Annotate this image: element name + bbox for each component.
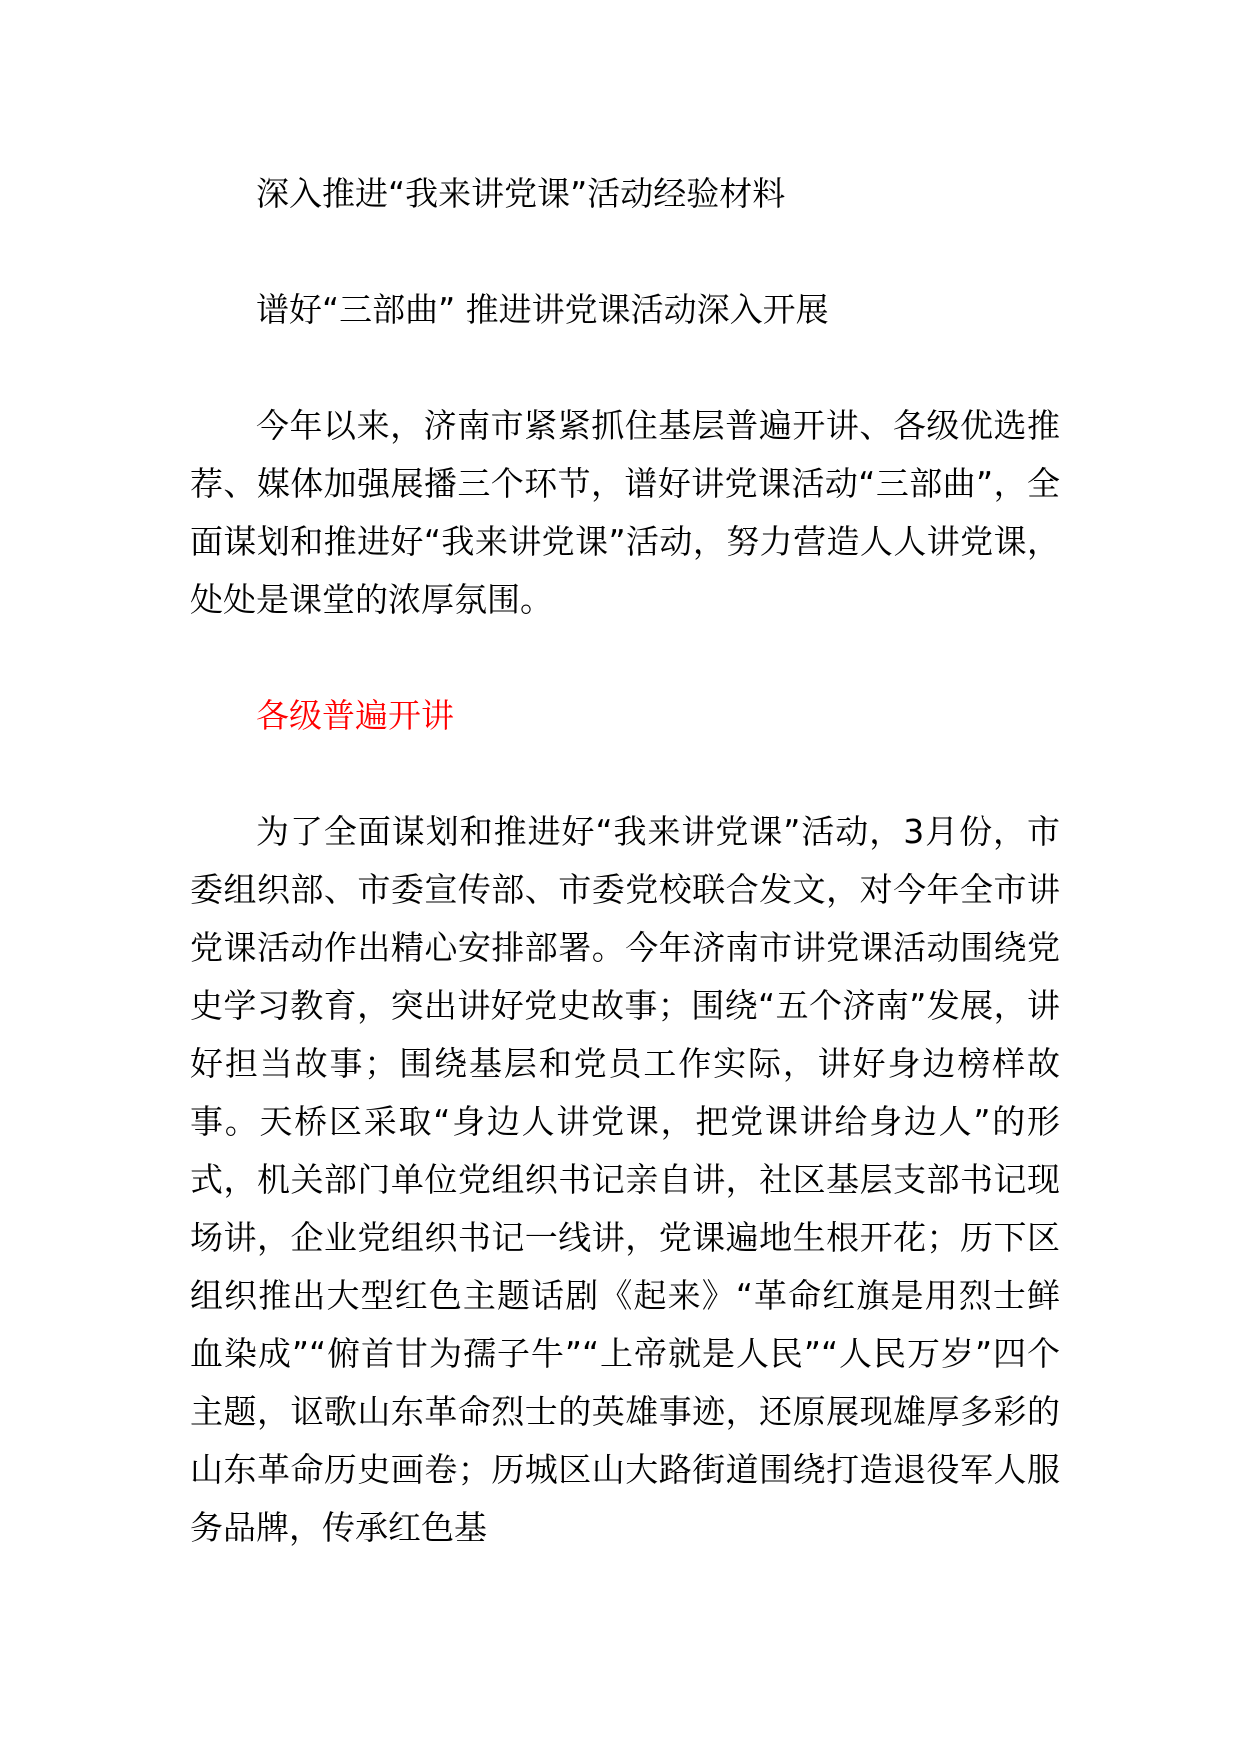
document-body	[190, 165, 1060, 1557]
document-subtitle: 谱好“三部曲” 推进讲党课活动深入开展	[256, 290, 829, 329]
document-title: 深入推进“我来讲党课”活动经验材料	[256, 174, 786, 213]
section-heading: 各级普遍开讲	[256, 696, 454, 735]
section-paragraph: 为了全面谋划和推进好“我来讲党课”活动，3月份，市委组织部、市委宣传部、市委党校联合发文，对今年全市讲党课活动作出精心安排部署。今年济南市讲党课活动围绕党史学习教育，突出讲好党史故事；围绕“五个济南”发展，讲好担当故事；围绕基层和党员工作实际，讲好身边榜样故事。天桥区采取“身边人讲党课，把党课讲给身边人”的形式，机关部门单位党组织书记亲自讲，社区基层支部书记现场讲，企业党组织书记一线讲，党课遍地生根开花；历下区组织推出大型红色主题话剧《起来》“革命红旗是用烈士鲜血染成”“俯首甘为孺子牛”“上帝就是人民”“人民万岁”四个主题，讴歌山东革命烈士的英雄事迹，还原展现雄厚多彩的山东革命历史画卷；历城区山大路街道围绕打造退役军人服务品牌，传承红色基	[190, 812, 1060, 1547]
intro-paragraph: 今年以来，济南市紧紧抓住基层普遍开讲、各级优选推荐、媒体加强展播三个环节，谱好讲党课活动“三部曲”，全面谋划和推进好“我来讲党课”活动，努力营造人人讲党课，处处是课堂的浓厚氛围。	[190, 406, 1060, 619]
